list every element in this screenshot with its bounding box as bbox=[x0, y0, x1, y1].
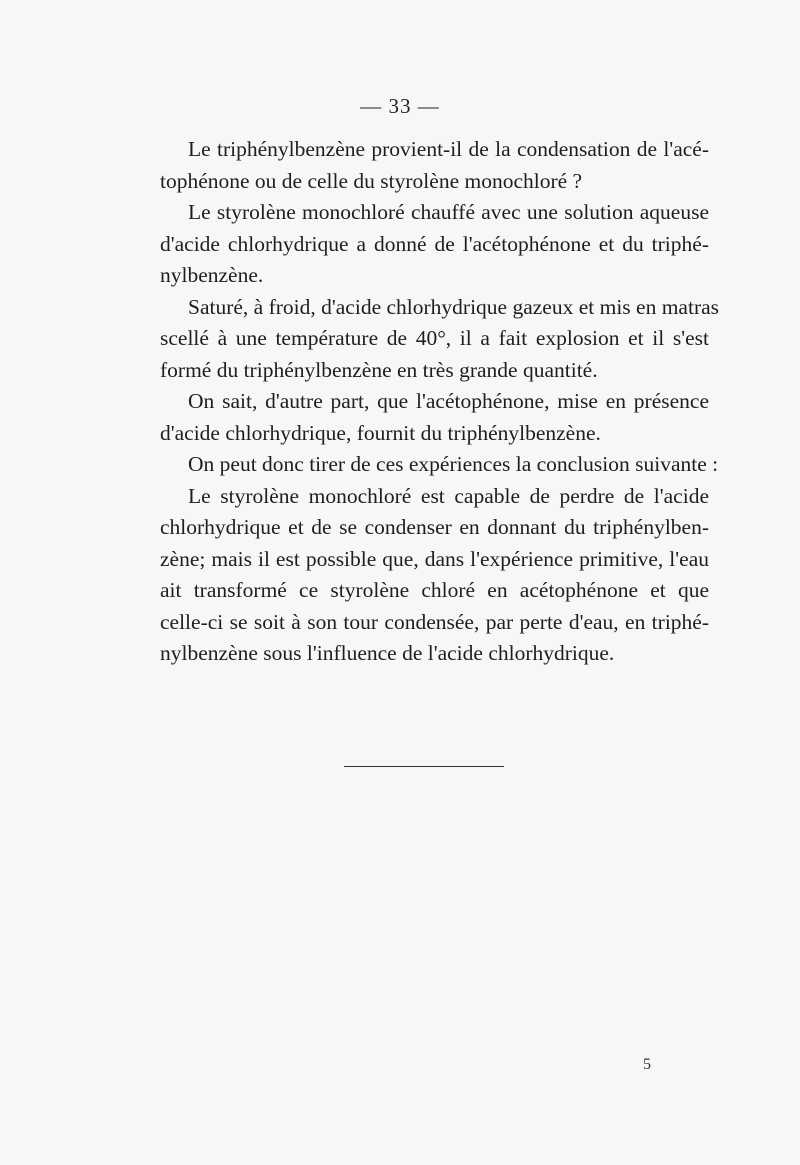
paragraph-1 bbox=[132, 134, 709, 197]
paragraph-3 bbox=[132, 292, 720, 387]
text-line: nylbenzène sous l'influence de l'acide chlorhydrique. bbox=[160, 641, 615, 665]
text-line: tophénone ou de celle du styrolène monochloré ? bbox=[160, 168, 583, 193]
text-line: formé du triphénylbenzène en très grande quantité. bbox=[160, 357, 598, 382]
paragraph-4 bbox=[132, 386, 709, 449]
signature-mark: 5 bbox=[643, 1056, 651, 1073]
body-text bbox=[132, 134, 720, 670]
text-line: celle-ci se soit à son tour condensée, par perte d'eau, en triphé- bbox=[160, 609, 709, 634]
text-line: d'acide chlorhydrique a donné de l'acétophénone et du triphé- bbox=[160, 231, 709, 256]
text-line: d'acide chlorhydrique, fournit du triphénylbenzène. bbox=[160, 420, 601, 445]
paragraph-6 bbox=[132, 481, 709, 670]
text-line: Le styrolène monochloré chauffé avec une solution aqueuse bbox=[188, 200, 709, 224]
text-line: Saturé, à froid, d'acide chlorhydrique gazeux et mis en matras bbox=[188, 294, 720, 319]
paragraph-2 bbox=[132, 197, 709, 292]
text-line: zène; mais il est possible que, dans l'expérience primitive, l'eau bbox=[160, 546, 709, 571]
text-line: scellé à une température de 40°, il a fait explosion et il s'est bbox=[160, 326, 709, 350]
page-number: — 33 — bbox=[360, 94, 440, 118]
text-line: Le triphénylbenzène provient-il de la condensation de l'acé- bbox=[188, 137, 709, 161]
paragraph-5 bbox=[132, 449, 719, 481]
text-line: On peut donc tirer de ces expériences la conclusion suivante : bbox=[188, 452, 719, 476]
text-line: On sait, d'autre part, que l'acétophénone, mise en présence bbox=[188, 389, 709, 413]
section-divider bbox=[344, 766, 504, 767]
text-line: nylbenzène. bbox=[160, 263, 264, 287]
text-line: ait transformé ce styrolène chloré en acétophénone et que bbox=[160, 578, 709, 602]
text-line: Le styrolène monochloré est capable de perdre de l'acide bbox=[188, 483, 709, 508]
text-line: chlorhydrique et de se condenser en donnant du triphénylben- bbox=[160, 515, 709, 539]
